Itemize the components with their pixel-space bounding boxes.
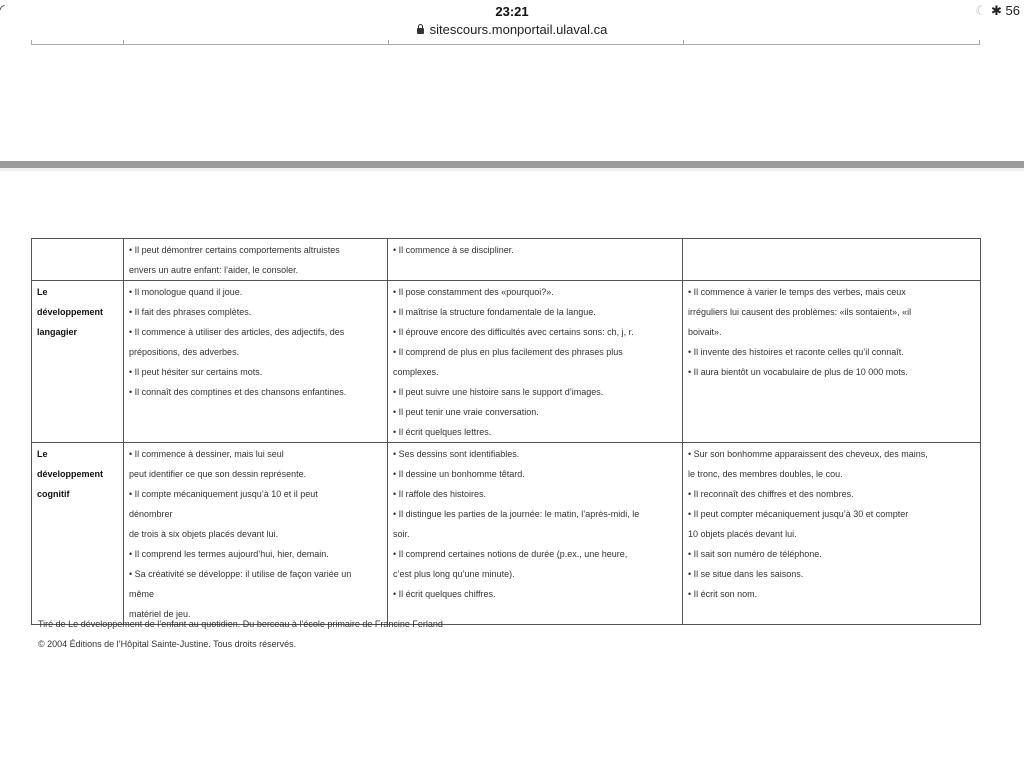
cell-line: • Il commence à varier le temps des verbes, mais ceux (688, 287, 906, 297)
cell-line: même (129, 589, 155, 599)
table-row (32, 281, 981, 443)
table-cell (124, 239, 388, 281)
category-label: langagier (37, 327, 78, 337)
category-label: Le (37, 449, 48, 459)
cell-line: • Il reconnaît des chiffres et des nombres. (688, 489, 854, 499)
table-row (32, 239, 981, 281)
table-edge-tick (123, 40, 124, 45)
previous-page-table-edge (31, 44, 980, 45)
table-row (32, 443, 981, 625)
cell-line: • Il se situe dans les saisons. (688, 569, 804, 579)
cell-line: matériel de jeu. (129, 609, 191, 619)
cell-line: • Il éprouve encore des difficultés avec certains sons: ch, j, r. (393, 327, 634, 337)
category-label: Le (37, 287, 48, 297)
cell-line: • Il fait des phrases complètes. (129, 307, 252, 317)
category-label: développement (37, 307, 104, 317)
table-cell (388, 443, 683, 625)
table-edge-tick (979, 40, 980, 45)
source-caption: Tiré de Le développement de l’enfant au quotidien. Du berceau à l’école primaire de Francine Ferland (38, 619, 443, 629)
cell-line: • Il sait son numéro de téléphone. (688, 549, 822, 559)
cell-line: • Il écrit son nom. (688, 589, 758, 599)
status-icons (975, 3, 1020, 19)
cell-line: • Sa créativité se développe: il utilise de façon variée un (129, 569, 352, 579)
table-cell (683, 443, 981, 625)
table-cell (388, 281, 683, 443)
cell-line: envers un autre enfant: l’aider, le consoler. (129, 265, 299, 275)
cell-line: le tronc, des membres doubles, le cou. (688, 469, 843, 479)
cell-line: • Il raffole des histoires. (393, 489, 487, 499)
cell-line: prépositions, des adverbes. (129, 347, 240, 357)
cell-line: • Il peut compter mécaniquement jusqu’à 30 et compter (688, 509, 909, 519)
moon-icon: ☾ (975, 3, 987, 18)
cell-line: complexes. (393, 367, 439, 377)
battery-level: 56 (1005, 3, 1020, 18)
cell-line: • Il peut démontrer certains comportements altruistes (129, 245, 340, 255)
table-cell (683, 239, 981, 281)
cell-line: • Ses dessins sont identifiables. (393, 449, 520, 459)
cell-line: • Il peut hésiter sur certains mots. (129, 367, 263, 377)
table-cell (683, 281, 981, 443)
page-break-shadow (0, 168, 1024, 171)
cell-line: • Il distingue les parties de la journée: le matin, l’après-midi, le (393, 509, 640, 519)
cell-line: boivait». (688, 327, 722, 337)
cell-line: 10 objets placés devant lui. (688, 529, 797, 539)
cell-line: • Il comprend de plus en plus facilement des phrases plus (393, 347, 623, 357)
cell-line: • Il invente des histoires et raconte celles qu’il connaît. (688, 347, 904, 357)
cell-line: dénombrer (129, 509, 173, 519)
url-bar[interactable] (0, 22, 1024, 37)
table-edge-tick (388, 40, 389, 45)
cell-line: • Il pose constamment des «pourquoi?». (393, 287, 554, 297)
table-edge-tick (683, 40, 684, 45)
cell-line: • Il connaît des comptines et des chansons enfantines. (129, 387, 347, 397)
cell-line: • Il écrit quelques chiffres. (393, 589, 496, 599)
table-cell (388, 239, 683, 281)
wifi-icon: ◜ (0, 2, 5, 16)
page-break-divider (0, 161, 1024, 168)
clock: 23:21 (495, 4, 529, 19)
cell-line: • Il aura bientôt un vocabulaire de plus de 10 000 mots. (688, 367, 908, 377)
cell-line: • Il dessine un bonhomme têtard. (393, 469, 525, 479)
category-label: cognitif (37, 489, 70, 499)
status-bar (0, 0, 1024, 40)
table-cell (124, 443, 388, 625)
cell-line: • Il compte mécaniquement jusqu’à 10 et il peut (129, 489, 318, 499)
copyright-caption: © 2004 Éditions de l’Hôpital Sainte-Justine. Tous droits réservés. (38, 639, 297, 649)
category-cell (32, 239, 124, 281)
table-edge-tick (31, 40, 32, 45)
cell-line: • Il écrit quelques lettres. (393, 427, 492, 437)
cell-line: • Il commence à dessiner, mais lui seul (129, 449, 284, 459)
cell-line: • Il commence à se discipliner. (393, 245, 514, 255)
cell-line: • Il peut tenir une vraie conversation. (393, 407, 539, 417)
cell-line: • Il peut suivre une histoire sans le support d’images. (393, 387, 604, 397)
cell-line: • Il maîtrise la structure fondamentale de la langue. (393, 307, 596, 317)
cell-line: • Il comprend certaines notions de durée (p.ex., une heure, (393, 549, 628, 559)
cell-line: • Il commence à utiliser des articles, des adjectifs, des (129, 327, 345, 337)
cell-line: soir. (393, 529, 410, 539)
table-cell (124, 281, 388, 443)
category-cell (32, 443, 124, 625)
cell-line: irréguliers lui causent des problèmes: «ils sontaient», «il (688, 307, 912, 317)
url-text: sitescours.monportail.ulaval.ca (429, 22, 608, 37)
cell-line: de trois à six objets placés devant lui. (129, 529, 279, 539)
cell-line: c’est plus long qu’une minute). (393, 569, 515, 579)
development-table (31, 238, 981, 625)
cell-line: • Il monologue quand il joue. (129, 287, 243, 297)
cell-line: • Il comprend les termes aujourd’hui, hier, demain. (129, 549, 329, 559)
cell-line: peut identifier ce que son dessin représente. (129, 469, 307, 479)
bluetooth-icon: ✱ (991, 3, 1002, 18)
cell-line: • Sur son bonhomme apparaissent des cheveux, des mains, (688, 449, 928, 459)
lock-icon (417, 28, 424, 34)
category-label: développement (37, 469, 104, 479)
category-cell (32, 281, 124, 443)
